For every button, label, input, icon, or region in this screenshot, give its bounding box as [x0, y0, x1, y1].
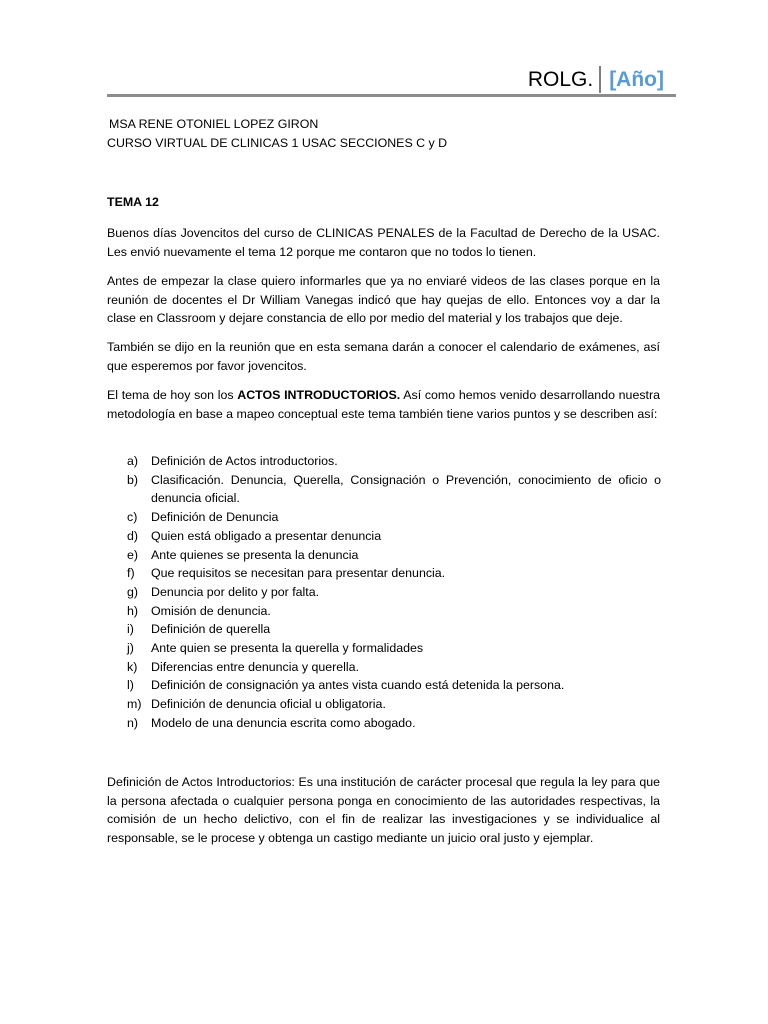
course-line: CURSO VIRTUAL DE CLINICAS 1 USAC SECCIONES C y D — [107, 135, 448, 150]
list-item-text: Ante quienes se presenta la denuncia — [151, 547, 359, 562]
list-item-text: Definición de Denuncia — [151, 510, 279, 525]
header-title: ROLG. — [527, 68, 594, 91]
list-item-text: Denuncia por delito y por falta. — [151, 584, 320, 599]
list-item-text: Omisión de denuncia. — [151, 603, 271, 618]
list-marker: g) — [127, 584, 139, 599]
list-item — [127, 695, 661, 714]
list-item — [127, 583, 661, 602]
list-marker: e) — [127, 547, 139, 562]
author-name: MSA RENE OTONIEL LOPEZ GIRON — [109, 117, 319, 131]
list-marker: n) — [127, 715, 139, 730]
list-item — [127, 639, 661, 658]
list-item-text: Ante quien se presenta la querella y formalidades — [151, 641, 424, 656]
list-item-text: Definición de Actos introductorios. — [151, 454, 338, 468]
list-marker: d) — [127, 528, 139, 543]
header-rule — [107, 94, 676, 97]
list-marker: l) — [127, 678, 134, 693]
list-item-text: Modelo de una denuncia escrita como abogado. — [151, 715, 416, 730]
list-item — [127, 508, 661, 527]
page-header — [107, 64, 676, 94]
list-marker: c) — [127, 510, 138, 525]
list-item-text: Definición de consignación ya antes vista cuando está detenida la persona. — [151, 678, 565, 693]
list-item-text: Definición de querella — [151, 622, 271, 637]
list-item — [127, 658, 661, 677]
list-item — [127, 527, 661, 546]
paragraph-announcement: Antes de empezar la clase quiero informarles que ya no enviaré videos de las clases porque en la reunión de docentes el Dr William Vanegas indicó que hay quejas de ello. Entonces voy a dar la clase en Classroom y dejare constancia de ello por medio del material y los trabajos que deje. — [107, 274, 660, 326]
paragraph-definition: Definición de Actos Introductorios: Es una institución de carácter procesal que regula la ley para que la persona afectada o cualquier persona ponga en conocimiento de las autoridades respectivas, la comisión de un hecho delictivo, con el fin de realizar las investigaciones y se individualice al responsable, se le procese y obtenga un castigo mediante un juicio oral justo y ejemplar. — [107, 775, 660, 845]
list-marker: b) — [127, 472, 139, 487]
list-item — [127, 452, 661, 471]
list-item-text: Quien está obligado a presentar denuncia — [151, 528, 382, 543]
paragraph-greeting: Buenos días Jovencitos del curso de CLINICAS PENALES de la Facultad de Derecho de la USAC. Les envió nuevamente el tema 12 porque me contaron que no todos lo tienen. — [107, 226, 660, 259]
list-marker: a) — [127, 454, 139, 468]
list-item — [127, 714, 661, 733]
list-item — [127, 471, 661, 508]
list-marker: k) — [127, 659, 138, 674]
topic-points-list — [127, 452, 661, 733]
topic-name: ACTOS INTRODUCTORIOS. — [237, 388, 401, 402]
list-marker: i) — [127, 622, 134, 637]
list-marker: j) — [127, 641, 134, 656]
topic-intro-rest: Así como hemos venido desarrollando nuestra metodología en base a mapeo conceptual este tema también tiene varios puntos y se describen así: — [107, 388, 660, 421]
list-item-text: Definición de denuncia oficial u obligatoria. — [151, 697, 386, 712]
list-marker: h) — [127, 603, 139, 618]
list-marker: f) — [127, 566, 135, 581]
list-item-text: Que requisitos se necesitan para presentar denuncia. — [151, 566, 446, 581]
list-item — [127, 620, 661, 639]
list-item — [127, 546, 661, 565]
author-block — [107, 115, 660, 152]
list-item — [127, 602, 661, 621]
list-item-text: Clasificación. Denuncia, Querella, Consignación o Prevención, conocimiento de oficio o denuncia oficial. — [151, 472, 661, 506]
list-item — [127, 564, 661, 583]
topic-intro-text: El tema de hoy son los — [107, 388, 238, 402]
list-item-text: Diferencias entre denuncia y querella. — [151, 659, 360, 674]
list-marker: m) — [127, 697, 142, 712]
list-item — [127, 676, 661, 695]
header-year-placeholder[interactable]: [Año] — [609, 68, 664, 91]
paragraph-exam-calendar: También se dijo en la reunión que en esta semana darán a conocer el calendario de exámenes, así que esperemos por favor jovencitos. — [107, 340, 660, 373]
paragraph-topic-intro — [107, 386, 660, 423]
topic-heading: TEMA 12 — [107, 195, 159, 209]
